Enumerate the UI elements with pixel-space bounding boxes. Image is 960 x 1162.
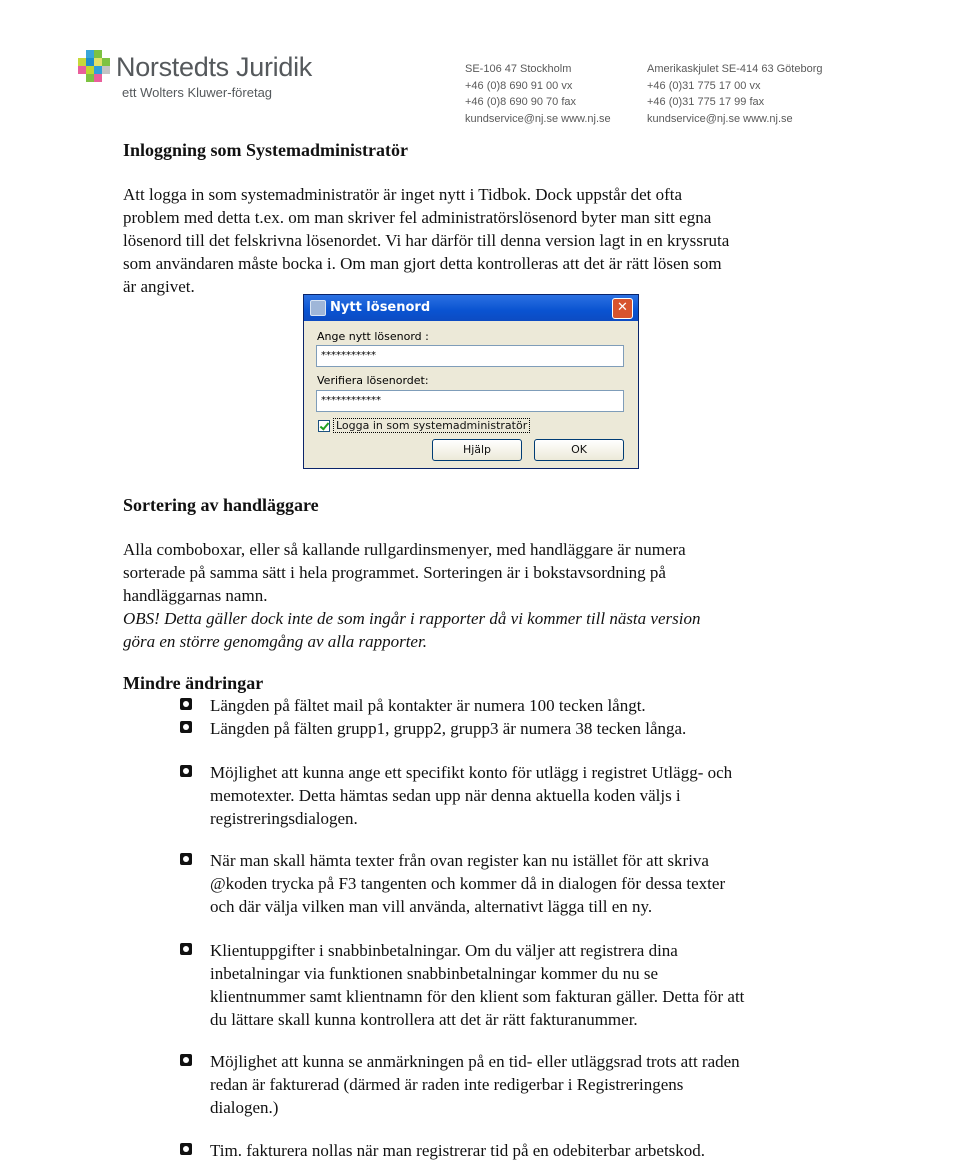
bullet-line: memotexter. Detta hämtas sedan upp när denna aktuella koden väljs i xyxy=(210,786,681,805)
bullet-line: och där välja vilken man vill använda, alternativt lägga till en ny. xyxy=(210,897,653,916)
bullet-line: registreringsdialogen. xyxy=(210,809,358,828)
bullet-icon xyxy=(180,718,194,732)
paragraph-line: sorterade på samma sätt i hela programmet. Sorteringen är i bokstavsordning på xyxy=(123,563,666,582)
bullet-icon xyxy=(180,1051,194,1065)
bullet-line: Längden på fältet mail på kontakter är numera 100 tecken långt. xyxy=(210,696,646,715)
bullet-line: Möjlighet att kunna se anmärkningen på en tid- eller utläggsrad trots att raden xyxy=(210,1052,740,1071)
dialog-app-icon xyxy=(310,300,326,316)
bullet-icon xyxy=(180,762,194,776)
paragraph-line: Att logga in som systemadministratör är inget nytt i Tidbok. Dock uppstår det ofta xyxy=(123,185,683,204)
bullet-line: När man skall hämta texter från ovan register kan nu istället för att skriva xyxy=(210,851,709,870)
logo-subtitle: ett Wolters Kluwer-företag xyxy=(122,85,273,100)
bullet-line: inbetalningar via funktionen snabbinbetalningar kommer du nu se xyxy=(210,964,659,983)
address-line: kundservice@nj.se www.nj.se xyxy=(647,112,793,125)
dialog-titlebar xyxy=(304,295,638,321)
new-password-field[interactable]: *********** xyxy=(316,345,624,367)
admin-login-checkbox[interactable] xyxy=(318,420,330,432)
address-line: +46 (0)31 775 17 99 fax xyxy=(647,96,765,108)
ok-button[interactable]: OK xyxy=(534,439,624,461)
bullet-line: Möjlighet att kunna ange ett specifikt konto för utlägg i registret Utlägg- och xyxy=(210,763,733,782)
logo-name: Norstedts Juridik xyxy=(116,52,312,82)
address-line: kundservice@nj.se www.nj.se xyxy=(465,112,611,125)
new-password-dialog xyxy=(303,294,639,469)
section-title-sorting: Sortering av handläggare xyxy=(123,495,319,515)
company-logo xyxy=(78,48,338,108)
bullet-line: du lättare skall kunna kontrollera att det är rätt fakturanummer. xyxy=(210,1010,638,1029)
bullet-line: redan är fakturerad (därmed är raden inte redigerbar i Registreringens xyxy=(210,1075,684,1094)
close-icon[interactable]: ✕ xyxy=(612,298,633,319)
address-line: +46 (0)31 775 17 00 vx xyxy=(647,79,761,92)
paragraph-line: lösenord till det felskrivna lösenordet. Vi har därför till denna version lagt in en kryssruta xyxy=(123,231,730,250)
help-button[interactable]: Hjälp xyxy=(432,439,522,461)
paragraph-line: är angivet. xyxy=(123,277,195,296)
address-line: Amerikaskjulet SE-414 63 Göteborg xyxy=(647,63,823,75)
address-line: +46 (0)8 690 91 00 vx xyxy=(465,79,573,92)
bullet-icon xyxy=(180,1140,194,1154)
sorting-paragraph xyxy=(123,538,700,653)
paragraph-line: som användaren måste bocka i. Om man gjort detta kontrolleras att det är rätt lösen som xyxy=(123,254,722,273)
bullet-line: @koden trycka på F3 tangenten och kommer då in dialogen för dessa texter xyxy=(210,874,726,893)
bullet-icon xyxy=(180,940,194,954)
section-title-minor-changes: Mindre ändringar xyxy=(123,673,264,693)
paragraph-line: problem med detta t.ex. om man skriver fel administratörslösenord byter man sitt egna xyxy=(123,208,712,227)
section-title-login: Inloggning som Systemadministratör xyxy=(123,140,409,160)
bullet-line: Tim. fakturera nollas när man registrerar tid på en odebiterbar arbetskod. xyxy=(210,1141,706,1160)
verify-password-label: Verifiera lösenordet: xyxy=(317,374,429,387)
new-password-label: Ange nytt lösenord : xyxy=(317,330,429,343)
bullet-line: Klientuppgifter i snabbinbetalningar. Om du väljer att registrera dina xyxy=(210,941,678,960)
paragraph-line: Alla comboboxar, eller så kallande rullgardinsmenyer, med handläggare är numera xyxy=(123,540,686,559)
address-stockholm xyxy=(465,61,611,127)
bullet-line: Längden på fälten grupp1, grupp2, grupp3 är numera 38 tecken långa. xyxy=(210,719,687,738)
obs-line: göra en större genomgång av alla rapporter. xyxy=(123,632,427,651)
bullet-line: dialogen.) xyxy=(210,1098,279,1117)
login-paragraph xyxy=(123,183,729,298)
address-goteborg xyxy=(647,61,822,127)
address-line: SE-106 47 Stockholm xyxy=(465,63,572,75)
obs-line: OBS! Detta gäller dock inte de som ingår i rapporter då vi kommer till nästa version xyxy=(123,609,701,628)
paragraph-line: handläggarnas namn. xyxy=(123,586,268,605)
verify-password-field[interactable]: ************ xyxy=(316,390,624,412)
dialog-title: Nytt lösenord xyxy=(330,300,431,315)
address-line: +46 (0)8 690 90 70 fax xyxy=(465,96,576,108)
logo-mosaic-icon xyxy=(78,50,110,82)
bullet-icon xyxy=(180,695,194,709)
bullet-line: klientnummer samt klientnamn för den klient som fakturan gäller. Detta för att xyxy=(210,987,745,1006)
bullet-icon xyxy=(180,850,194,864)
admin-login-checkbox-label[interactable]: Logga in som systemadministratör xyxy=(333,418,530,433)
